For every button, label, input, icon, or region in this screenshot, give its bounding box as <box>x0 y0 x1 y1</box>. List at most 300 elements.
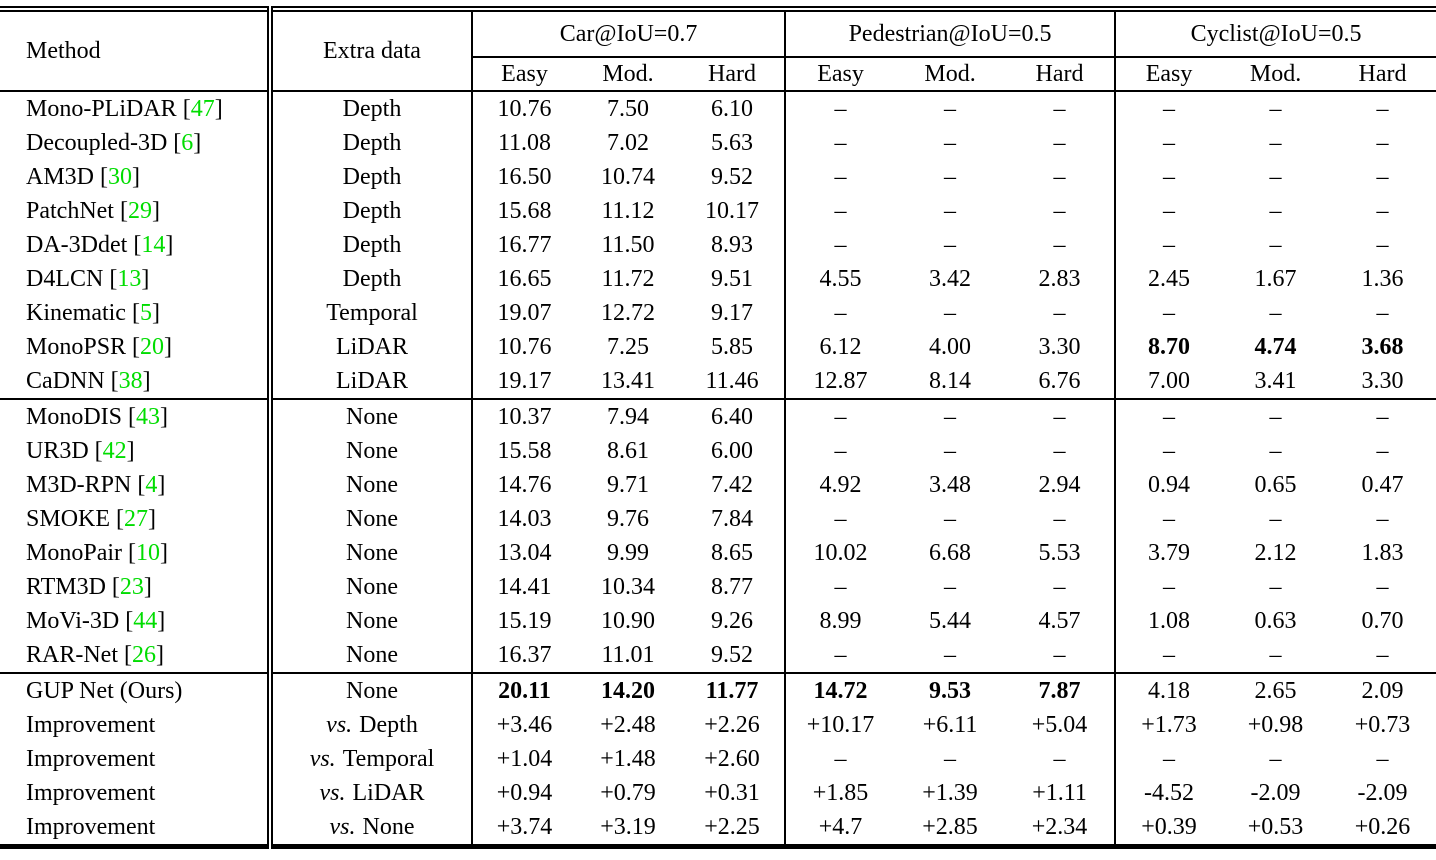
value-cell: 1.83 <box>1361 540 1404 566</box>
value-cell: 14.76 <box>472 468 576 502</box>
value-cell: 5.53 <box>1038 540 1081 566</box>
extra-data-cell <box>270 194 472 228</box>
value-cell: – <box>1115 160 1222 194</box>
value-cell: 3.30 <box>1038 334 1081 360</box>
table-row <box>0 194 1436 228</box>
citation-ref: 30 <box>108 164 133 190</box>
value-cell: +1.11 <box>1032 780 1087 806</box>
extra-data-value: None <box>346 472 398 498</box>
value-cell: – <box>1376 746 1389 772</box>
extra-data-cell <box>270 91 472 126</box>
citation-bracket-open: [ <box>128 540 136 566</box>
citation-ref: 42 <box>102 438 127 464</box>
table-row <box>0 536 1436 570</box>
citation-bracket-open: [ <box>133 232 142 258</box>
value-cell: 14.03 <box>472 502 576 536</box>
extra-data-cell <box>270 468 472 502</box>
value-cell: 0.63 <box>1254 608 1297 634</box>
value-cell: – <box>785 91 895 126</box>
method-cell <box>0 364 270 399</box>
value-cell: – <box>1376 404 1389 430</box>
table-row <box>0 742 1436 776</box>
sub-header-easy: Easy <box>785 57 895 91</box>
value-cell: – <box>944 300 957 326</box>
value-cell: 16.65 <box>472 262 576 296</box>
value-cell: 6.00 <box>711 438 754 464</box>
value-cell: – <box>944 574 957 600</box>
citation-bracket-open: [ <box>173 130 182 156</box>
value-cell: – <box>1115 742 1222 776</box>
value-cell: 1.67 <box>1254 266 1297 292</box>
citation-bracket-close: ] <box>126 438 135 464</box>
extra-data-value: None <box>346 438 398 464</box>
value-cell: – <box>944 404 957 430</box>
value-cell: – <box>1053 96 1066 122</box>
extra-data-value: None <box>346 404 398 430</box>
method-name: MonoPair <box>26 540 122 566</box>
sub-header-hard: Hard <box>1035 61 1084 87</box>
value-cell: +3.74 <box>472 810 576 847</box>
citation-bracket-close: ] <box>156 642 164 668</box>
table-section <box>0 399 1436 673</box>
citation-ref: 44 <box>133 608 158 634</box>
value-cell: 6.12 <box>785 330 895 364</box>
citation-ref: 20 <box>140 334 165 360</box>
value-cell: 6.76 <box>1038 368 1081 394</box>
value-cell: +1.39 <box>922 780 978 806</box>
citation-ref: 4 <box>145 472 158 498</box>
value-cell: – <box>1269 506 1282 532</box>
method-cell <box>0 502 270 536</box>
table-row <box>0 810 1436 847</box>
value-cell: 2.94 <box>1038 472 1081 498</box>
value-cell: – <box>1269 404 1282 430</box>
value-cell: 2.65 <box>1254 678 1297 704</box>
extra-data-cell <box>270 160 472 194</box>
method-name: MonoPSR <box>26 334 127 360</box>
extra-data-cell <box>270 502 472 536</box>
value-cell: 3.30 <box>1361 368 1404 394</box>
value-cell: +1.73 <box>1115 708 1222 742</box>
value-cell: – <box>1115 228 1222 262</box>
value-cell: – <box>1376 198 1389 224</box>
value-cell: +0.26 <box>1354 814 1411 840</box>
value-cell: – <box>1376 130 1389 156</box>
value-cell: – <box>944 506 957 532</box>
extra-data-value: Depth <box>342 232 402 258</box>
extra-data-value: None <box>346 678 398 704</box>
method-cell <box>0 228 270 262</box>
table-row <box>0 399 1436 434</box>
method-cell <box>0 570 270 604</box>
table-row <box>0 262 1436 296</box>
sub-header-hard: Hard <box>1358 61 1407 87</box>
value-cell: 8.70 <box>1115 330 1222 364</box>
value-cell: 9.52 <box>711 164 754 190</box>
value-cell: 7.84 <box>711 506 754 532</box>
value-cell: – <box>1115 296 1222 330</box>
value-cell: – <box>785 570 895 604</box>
value-cell: 10.76 <box>472 91 576 126</box>
value-cell: – <box>944 438 957 464</box>
sub-header-mod: Mod. <box>1249 61 1302 87</box>
value-cell: 0.47 <box>1361 472 1404 498</box>
value-cell: 4.57 <box>1038 608 1081 634</box>
method-name: CaDNN <box>26 368 105 394</box>
value-cell: 12.87 <box>785 364 895 399</box>
citation-bracket-close: ] <box>132 164 141 190</box>
value-cell: 11.08 <box>472 126 576 160</box>
value-cell: 4.55 <box>785 262 895 296</box>
extra-data-cell <box>270 228 472 262</box>
sub-header-easy: Easy <box>472 57 576 91</box>
table-row <box>0 638 1436 673</box>
citation-bracket-open: [ <box>128 404 137 430</box>
value-cell: 9.76 <box>607 506 649 532</box>
value-cell: 10.34 <box>601 574 655 600</box>
value-cell: -4.52 <box>1115 776 1222 810</box>
citation-bracket-close: ] <box>157 472 166 498</box>
value-cell: – <box>1115 570 1222 604</box>
method-name: RAR-Net <box>26 642 118 668</box>
extra-data-value: None <box>346 642 398 668</box>
extra-data-cell <box>270 330 472 364</box>
citation-bracket-close: ] <box>143 574 152 600</box>
value-cell: – <box>1053 300 1066 326</box>
table-section <box>0 91 1436 399</box>
value-cell: – <box>1115 194 1222 228</box>
value-cell: +2.26 <box>704 712 760 738</box>
method-cell <box>0 673 270 708</box>
value-cell: +2.85 <box>922 814 978 840</box>
method-name: MoVi-3D <box>26 608 120 634</box>
extra-data-value: Depth <box>342 198 402 224</box>
value-cell: – <box>1053 164 1066 190</box>
value-cell: – <box>785 502 895 536</box>
value-cell: 6.40 <box>711 404 754 430</box>
value-cell: 0.70 <box>1361 608 1404 634</box>
citation-bracket-close: ] <box>165 232 174 258</box>
table-row <box>0 434 1436 468</box>
value-cell: – <box>785 160 895 194</box>
extra-data-value: LiDAR <box>336 334 408 360</box>
value-cell: +6.11 <box>922 712 978 738</box>
extra-data-value: None <box>346 608 398 634</box>
method-cell <box>0 742 270 776</box>
value-cell: 14.41 <box>472 570 576 604</box>
table-header <box>0 9 1436 91</box>
extra-data-value: None <box>346 506 398 532</box>
citation-bracket-open: [ <box>132 334 141 360</box>
method-name: SMOKE <box>26 506 111 532</box>
value-cell: +2.48 <box>600 712 656 738</box>
method-name: Improvement <box>26 712 156 738</box>
citation-bracket-close: ] <box>157 608 166 634</box>
method-cell <box>0 810 270 847</box>
value-cell: – <box>1376 438 1389 464</box>
value-cell: – <box>785 742 895 776</box>
value-cell: 11.72 <box>601 266 655 292</box>
method-cell <box>0 262 270 296</box>
value-cell: 6.10 <box>711 96 754 122</box>
value-cell: 4.74 <box>1254 334 1297 360</box>
method-name: PatchNet <box>26 198 114 224</box>
value-cell: 16.77 <box>472 228 576 262</box>
extra-data-value: Temporal <box>326 300 418 326</box>
value-cell: +3.19 <box>600 814 656 840</box>
method-cell <box>0 434 270 468</box>
value-cell: 5.85 <box>711 334 754 360</box>
extra-data-value: LiDAR <box>352 780 425 806</box>
value-cell: +1.85 <box>785 776 895 810</box>
citation-bracket-open: [ <box>94 438 103 464</box>
table-row <box>0 570 1436 604</box>
extra-data-cell <box>270 536 472 570</box>
citation-bracket-close: ] <box>148 506 157 532</box>
value-cell: -2.09 <box>1357 780 1408 806</box>
value-cell: 9.17 <box>711 300 754 326</box>
table-row <box>0 468 1436 502</box>
value-cell: 14.20 <box>601 678 655 704</box>
value-cell: – <box>1376 574 1389 600</box>
value-cell: – <box>1376 300 1389 326</box>
value-cell: 5.44 <box>929 608 972 634</box>
value-cell: 10.37 <box>472 399 576 434</box>
value-cell: 10.17 <box>705 198 760 224</box>
value-cell: 10.74 <box>601 164 655 190</box>
value-cell: 7.94 <box>607 404 649 430</box>
citation-bracket-close: ] <box>141 266 150 292</box>
method-name: Improvement <box>26 746 156 772</box>
table-row <box>0 160 1436 194</box>
value-cell: – <box>1115 502 1222 536</box>
method-cell <box>0 468 270 502</box>
method-cell <box>0 160 270 194</box>
extra-data-column-header: Extra data <box>270 9 472 91</box>
citation-bracket-open: [ <box>116 506 125 532</box>
citation-bracket-open: [ <box>111 574 120 600</box>
method-cell <box>0 536 270 570</box>
value-cell: +0.39 <box>1115 810 1222 847</box>
method-name: MonoDIS <box>26 404 123 430</box>
table-row <box>0 126 1436 160</box>
value-cell: 14.72 <box>785 673 895 708</box>
method-cell <box>0 776 270 810</box>
value-cell: 3.41 <box>1254 368 1297 394</box>
method-cell <box>0 126 270 160</box>
value-cell: +0.79 <box>600 780 656 806</box>
citation-bracket-close: ] <box>160 404 169 430</box>
table-row <box>0 604 1436 638</box>
citation-bracket-close: ] <box>214 96 223 122</box>
citation-bracket-close: ] <box>164 334 173 360</box>
value-cell: – <box>1269 746 1282 772</box>
value-cell: – <box>1115 434 1222 468</box>
value-cell: 0.65 <box>1254 472 1297 498</box>
extra-data-cell <box>270 673 472 708</box>
value-cell: 7.25 <box>607 334 649 360</box>
pedestrian-group-header: Pedestrian@IoU=0.5 <box>785 9 1115 57</box>
sub-header-mod: Mod. <box>924 61 976 87</box>
value-cell: +3.46 <box>472 708 576 742</box>
citation-ref: 10 <box>136 540 160 566</box>
value-cell: 5.63 <box>711 130 754 156</box>
value-cell: 9.99 <box>607 540 649 566</box>
value-cell: +5.04 <box>1031 712 1088 738</box>
value-cell: – <box>1053 746 1066 772</box>
value-cell: 20.11 <box>472 673 576 708</box>
table-row <box>0 708 1436 742</box>
value-cell: 11.50 <box>601 232 655 258</box>
value-cell: 19.17 <box>472 364 576 399</box>
method-cell <box>0 708 270 742</box>
citation-bracket-open: [ <box>109 266 118 292</box>
method-cell <box>0 91 270 126</box>
value-cell: +2.34 <box>1031 814 1088 840</box>
value-cell: 7.42 <box>711 472 754 498</box>
value-cell: – <box>1269 198 1282 224</box>
citation-ref: 5 <box>139 300 152 326</box>
vs-label: vs. <box>319 780 346 806</box>
value-cell: – <box>1053 574 1066 600</box>
value-cell: 2.83 <box>1038 266 1081 292</box>
citation-bracket-open: [ <box>131 300 140 326</box>
value-cell: – <box>1053 506 1066 532</box>
extra-data-value: Depth <box>342 130 402 156</box>
citation-bracket-open: [ <box>137 472 146 498</box>
value-cell: 12.72 <box>601 300 655 326</box>
extra-data-cell <box>270 776 472 810</box>
value-cell: 8.77 <box>711 574 754 600</box>
value-cell: 19.07 <box>472 296 576 330</box>
value-cell: – <box>785 399 895 434</box>
value-cell: +4.7 <box>785 810 895 847</box>
extra-data-cell <box>270 708 472 742</box>
value-cell: – <box>1115 91 1222 126</box>
extra-data-cell <box>270 570 472 604</box>
value-cell: 3.42 <box>929 266 972 292</box>
extra-data-cell <box>270 604 472 638</box>
method-name: DA-3Ddet <box>26 232 128 258</box>
value-cell: 16.37 <box>472 638 576 673</box>
value-cell: – <box>944 130 957 156</box>
value-cell: – <box>1115 126 1222 160</box>
citation-bracket-close: ] <box>142 368 151 394</box>
value-cell: – <box>1053 438 1066 464</box>
value-cell: – <box>785 434 895 468</box>
method-name: UR3D <box>26 438 89 464</box>
value-cell: 11.01 <box>601 642 655 668</box>
value-cell: 11.46 <box>705 368 759 394</box>
method-name: GUP Net (Ours) <box>26 678 183 704</box>
value-cell: 8.93 <box>711 232 754 258</box>
value-cell: 10.90 <box>601 608 655 634</box>
value-cell: 7.00 <box>1115 364 1222 399</box>
table-row <box>0 364 1436 399</box>
value-cell: – <box>944 198 957 224</box>
value-cell: – <box>1269 300 1282 326</box>
method-name: Kinematic <box>26 300 126 326</box>
value-cell: 11.12 <box>601 198 655 224</box>
extra-data-value: Depth <box>342 96 402 122</box>
value-cell: 3.68 <box>1361 334 1404 360</box>
value-cell: 0.94 <box>1115 468 1222 502</box>
table-row <box>0 776 1436 810</box>
citation-bracket-close: ] <box>151 198 160 224</box>
citation-bracket-open: [ <box>182 96 191 122</box>
table-row <box>0 673 1436 708</box>
sub-header-hard: Hard <box>708 61 756 87</box>
car-group-header: Car@IoU=0.7 <box>472 9 785 57</box>
citation-ref: 43 <box>136 404 161 430</box>
method-cell <box>0 638 270 673</box>
value-cell: – <box>785 638 895 673</box>
value-cell: – <box>1053 130 1066 156</box>
value-cell: 1.36 <box>1361 266 1404 292</box>
results-table <box>0 6 1436 849</box>
value-cell: – <box>785 126 895 160</box>
table-row <box>0 91 1436 126</box>
value-cell: – <box>785 194 895 228</box>
citation-bracket-open: [ <box>100 164 109 190</box>
value-cell: – <box>1376 232 1389 258</box>
citation-ref: 27 <box>124 506 149 532</box>
value-cell: 3.48 <box>929 472 972 498</box>
vs-label: vs. <box>329 814 356 840</box>
value-cell: – <box>944 746 957 772</box>
value-cell: 15.58 <box>472 434 576 468</box>
value-cell: 15.68 <box>472 194 576 228</box>
sub-header-easy: Easy <box>1115 57 1222 91</box>
value-cell: 4.18 <box>1115 673 1222 708</box>
cyclist-group-header: Cyclist@IoU=0.5 <box>1115 9 1436 57</box>
value-cell: – <box>1053 404 1066 430</box>
method-column-header: Method <box>26 38 101 64</box>
value-cell: -2.09 <box>1250 780 1301 806</box>
value-cell: – <box>1376 642 1389 668</box>
citation-ref: 23 <box>119 574 144 600</box>
citation-bracket-open: [ <box>119 198 128 224</box>
citation-bracket-open: [ <box>124 642 132 668</box>
method-cell <box>0 194 270 228</box>
extra-data-cell <box>270 810 472 847</box>
value-cell: 7.50 <box>607 96 649 122</box>
table-row <box>0 502 1436 536</box>
value-cell: – <box>944 96 957 122</box>
value-cell: – <box>1376 506 1389 532</box>
value-cell: 2.09 <box>1361 678 1404 704</box>
table-row <box>0 228 1436 262</box>
value-cell: +1.04 <box>472 742 576 776</box>
citation-ref: 47 <box>190 96 215 122</box>
value-cell: 9.71 <box>607 472 649 498</box>
value-cell: – <box>1115 399 1222 434</box>
value-cell: 11.77 <box>705 678 759 704</box>
citation-bracket-open: [ <box>125 608 134 634</box>
value-cell: 7.02 <box>607 130 649 156</box>
value-cell: 16.50 <box>472 160 576 194</box>
method-name: Decoupled-3D <box>26 130 168 156</box>
value-cell: – <box>1376 164 1389 190</box>
extra-data-cell <box>270 364 472 399</box>
value-cell: 9.52 <box>711 642 754 668</box>
citation-ref: 6 <box>181 130 194 156</box>
table-section <box>0 673 1436 847</box>
value-cell: 15.19 <box>472 604 576 638</box>
value-cell: – <box>1269 130 1282 156</box>
value-cell: 9.53 <box>929 678 972 704</box>
method-name: M3D-RPN <box>26 472 132 498</box>
